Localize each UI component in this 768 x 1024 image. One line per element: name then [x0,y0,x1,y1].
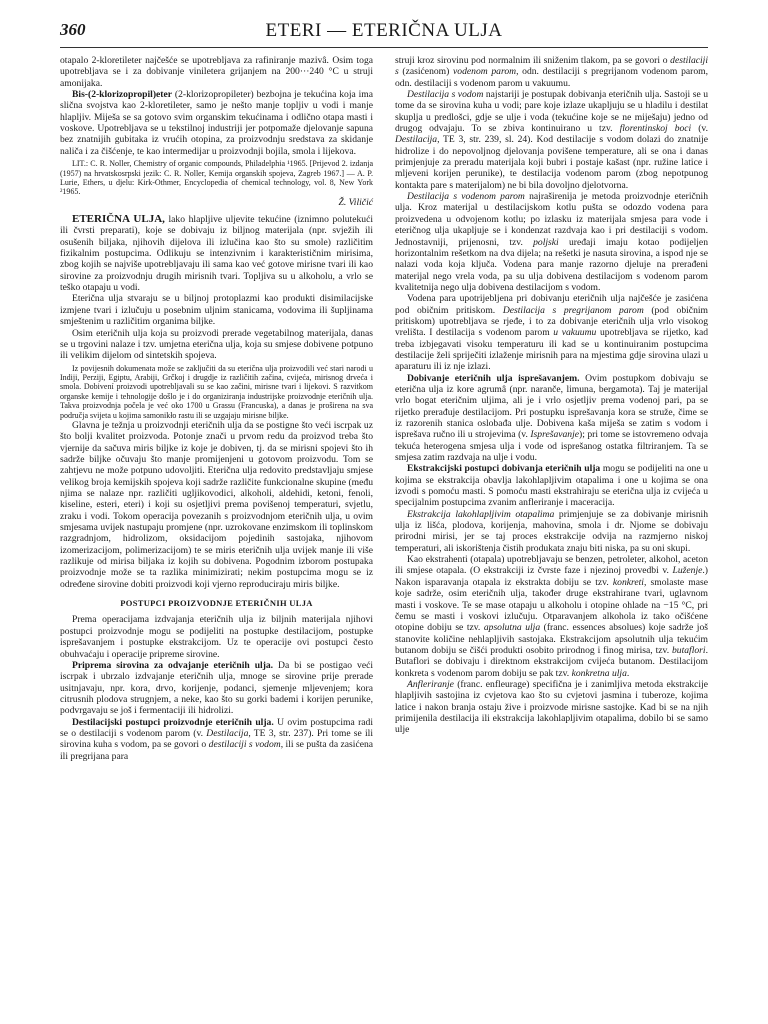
text: Kao ekstrahenti (otapala) upotrebljavaju se benzen, petroleter, alkohol, aceton ili smjese otapala. (O ekstrakciji iz čvrste faze i njezinoj provedbi v. [395,554,708,577]
text: struji kroz sirovinu pod normalnim ili sniženim tlakom, pa se govori o [395,55,671,66]
paragraph: Prema operacijama izdvajanja eteričnih ulja iz biljnih materijala njihovi postupci proizvodnje mogu se podijeliti na postupke destilacijom, postupke isprešavanjem i postupke ekstrakcijom. Uz te operacije ovi postupci često obuhvaćaju i operacije pripreme sirovine. [60,614,373,660]
paragraph-priprema [60,660,373,717]
right-column [395,55,708,736]
text: (v. [691,123,709,135]
article-heading: ETERIČNA ULJA, [72,213,165,226]
entry-heading: Bis-(2-klorizopropil)eter [72,89,173,101]
page-header [60,20,708,46]
paragraph: Osim eteričnih ulja koja su proizvodi prerade vegetabilnog materijala, danas se u trgovini nalaze i tzv. umjetna eterična ulja, koja su smjese dobivene potpuno ili velikim dijelom od sintetskih spojeva. [60,327,373,362]
left-column [60,55,373,762]
term: apsolutna ulja [483,622,541,634]
paragraph-isprešavanje [395,373,708,464]
running-title: ETERI — ETERIČNA ULJA [265,20,503,41]
article-text: lako hlapljive uljevite tekućine (iznimno polutekući ili čvrsti preparati), koje se dobivaju iz biljnog materijala (npr. svježih ili osušenih biljaka, njihovih dijelova ili izlučina kao što su smole) različitim fizikalnim postupcima. Odlikuju se intenzivnim i karakterističnim mirisima, zbog kojih se najviše upotrebljavaju ili sama kao već gotove mirisne tvari ili kao sirovine za proizvodnju drugih mirisnih tvari. Topljiva su u alkoholu, a vrlo se teško otapaju u vodi. [60,214,373,294]
paragraph-vodena-para [395,293,708,372]
entry-text: (2-klorizopropileter) bezbojna je tekućina koja ima slična svojstva kao 2-kloretileter, samo je nešto manje topljiv u vodi i manje hlapljiv. Miješa se sa gotovo svim organskim tekućinama i odlično otapa masti i voskove. Upotrebljava se u tekstilnoj industriji jer potpomaže djelovanje sapuna bez znatnijih gubitaka iz vrućih otopina, za proizvodnju sredstava za skidanje naliča i za čišćenje, te kao intermedijar u proizvodnji bojila, smola i lijekova. [60,89,373,157]
text: (franc. essences absolues) koje sadrže još stanovite količine nehlapljivih sastojaka. Ekstrakcijom apsolutnih ulja tekućim butanom dobiju se čišći produkti osobito prirodnog i finog mirisa, tzv. [395,622,708,656]
term: Destilacija s pregrijanom parom [502,304,644,316]
text: , TE 3, str. 239, sl. 24). Kod destilacije s vodom dolazi do znatnije hidrolize i do nepovoljnog djelovanja povišene temperature, ali se ona i danas primjenjuje za preradu materijala koji bubri i postaje kašast (npr. ružine latice i mljeveni korijen perunike), te destilacija vodenom parom (zbog nepotpunog kontakta pare s materijalom) ne bi bila dovoljno djelotvorna. [395,134,708,191]
text: , odn. destilaciji s pregrijanom vodenom parom, odn. destilaciji s vodenom parom u vakuumu. [395,66,708,89]
term: poljski [533,236,559,248]
term: Destilacija s vodenom parom [407,191,525,203]
paragraph-anfleriranje [395,679,708,736]
text: , ili se pušta da zasićena ili pregrijana para [60,739,374,762]
paragraph-ekstrakcija-otapalima [395,509,708,554]
subsection-heading: Ekstrakcijski postupci dobivanja eteričnih ulja [407,463,601,475]
text: najraširenija je metoda proizvodnje eteričnih ulja. Kroz materijal u destilacijskom kotlu pušta se odozdo vodena para proizvedena u odvojenom kotlu; po izlasku iz materijala smjesa para vode i eteričnog ulja ukapljuje se i kondenzat razdvaja kao i pri destilaciji s vodom. Jednostavniji, prijenosni, tzv. [395,191,709,248]
text: , TE 3, str. 237). Pri tome se ili sirovina kuha s vodom, pa se govori o [60,727,373,751]
text: (franc. enfleurage) specifična je i zanimljiva metoda ekstrakcije hlapljivih sastojina iz cvjetova kao što su cvjetovi jasmina i tuberoze, kojima latice i nakon branja ostaju žive i proizvode mirisne sastojke. Kad bi se na njih primijenila destilacija ili ekstrakcija lakohlapljivim otapalima, dobilo bi se samo ulje [395,678,708,736]
paragraph: Eterična ulja stvaraju se u biljnoj protoplazmi kao produkti disimilacijske izmjene tvari i izlučuju u posebnim uljnim stanicama, vodovima ili šupljinama smještenim u različitim organima biljke. [60,293,373,328]
term: vodenom parom [453,66,517,78]
literature-note: LIT.: C. R. Noller, Chemistry of organic compounds, Philadelphia ¹1965. [Prijevod 2. izdanja (1957) na hrvatskosrpski jezik: C. R. Noller, Kemija organskih spojeva, Zagreb 1967.] — A. P. Lurie, Ethers, u djelu: Kirk-Othmer, Encyclopedia of chemical technology, vol. 8, New York ²1965. [60,159,373,197]
text: uređaji imaju kotao podijeljen horizontalnim rešetkom na dva dijela; na rešetki je nasuta sirovina, a ispod nje se nalazi voda koja ključa. Vodena para manje razorno djeluje na prerađeni materijal nego vrela voda, pa su ulja dobivena destilacijom s vodenom parom kvalitetnija nego ulja dobivena destilacijom s vodom. [395,236,708,293]
paragraph-destilacija-vodenom-parom [395,191,708,293]
subsection-heading: Destilacijski postupci proizvodnje eteričnih ulja. [72,716,274,728]
text: , smolaste mase koje sadrže, osim eteričnih ulja, također druge ekstrahirane tvari, uglavnom masti i voskove. Te se mase otapaju u alkoholu i otopine ohlade na −15 °C, pri čemu se masti i voskovi izlučuju. Otparavanjem alkohola iz tako očišćene otopine dobiju se tzv. [395,576,708,634]
paragraph-continuation [395,55,708,89]
text: (zasićenom) [398,66,454,78]
term: destilaciji s [395,55,708,78]
term: florentinskoj boci [619,123,692,135]
cross-reference: Isprešavanje [530,429,580,441]
subsection-text: Da bi se postigao veći iscrpak i ubrzalo izdvajanje eteričnih ulja, mnoge se sirovine prije prerade usitnjavaju, npr. kora, drvo, korijenje, podanci, sjemenje mljevenjem; kora citrusnih plodova strugnjem, a neke, kao što su gorki bademi i korijen perunike, podvrgavaju se još i fermentaciji ili hidrolizi. [60,659,373,717]
paragraph-destilacija-s-vodom [395,89,708,191]
text: (pod običnim pritiskom) upotrebljava se rjeđe, i to za dobivanje eteričnih ulja vrlo visokog vrelišta. I destilacija s vodenom parom [395,304,708,339]
subsection-heading: Priprema sirovina za odvajanje eteričnih ulja. [72,659,274,671]
paragraph: Glavna je težnja u proizvodnji eteričnih ulja da se postigne što veći iscrpak uz što bolji kvalitet proizvoda. Potonje znači u prvom redu da proizvod treba što vjernije da sačuva miris biljke iz koje je dobiven, tj. da se mirisni spojevi što ih sadrže biljke očuvaju što manje promijenjeni u gotovom proizvodu. Tom se zahtjevu ne može potpuno udovoljiti. Eterična ulja redovito predstavljaju smjese velikog broja kemijskih spojeva koji sadrže različite funkcionalne skupine (među njima se nalaze npr. različiti ugljikovodici, alkoholi, aldehidi, ketoni, fenoli, kiseline, esteri, eteri) i koji su osjetljivi prema povišenoj temperaturi, svjetlu, zraku i vodi. Tokom operacija povezanih s proizvodnjom eteričnih ulja, u ovim smjesama uvijek nastupaju promjene (npr. uzrokovane enzimskom ili toplinskom razgradnjom, hidrolizom, oksidacijom pojedinih sastojaka, njihovom izomerizacijom, polimerizacijom) te se miris eteričnih ulja uvijek manje ili više razlikuje od mirisa biljaka iz kojih su dobivena. Pogodnim izborom postupaka proizvodnje može se ta razlika minimizirati; nekim postupcima mogu se iz određene sirovine dobiti proizvodi koji vjerno reproduciraju miris biljke. [60,419,373,590]
term: Ekstrakcija lakohlapljivim otapalima [407,508,555,520]
cross-reference: Destilacija [206,727,249,739]
text: upotrebljava se rijetko, kad treba izbjegavati visoku temperaturu ili kad se u kontinuiranim postupcima destilacije želi spriječiti izlaženje mirisnih para na mjestima gdje sirovina ulazi u aparaturu ili iz nje izlazi. [395,327,708,373]
text: . [626,667,630,679]
text: primjenjuje se za dobivanje mirisnih ulja iz lišća, plodova, korijenja, mahovina, smola i dr. Njome se dobivaju prirodni mirisi, jer se taj proces ekstrakcije odvija na razmjerno niskoj temperaturi, ali iskorištenja čistih produkata znaju biti niska, pa su oni skupi. [395,508,708,554]
cross-reference: Destilacija [395,134,438,146]
paragraph-ekstrakcija [395,463,708,508]
text: . Butaflori se dobivaju i direktnom ekstrakcijom cvijeća butanom. Destilacijom konkreta s vodenom parom dobiju se pak tzv. [395,644,708,679]
paragraph-ekstrahenti [395,554,708,679]
header-rule [60,47,708,48]
paragraph-destilacija [60,717,373,762]
subsection-heading: Dobivanje eteričnih ulja isprešavanjem. [407,372,580,384]
term: konkreti [612,576,644,588]
text: U ovim postupcima radi se o destilaciji s vodenom parom (v. [60,716,373,739]
page-number: 360 [60,20,86,39]
term: Anfleriranje [407,678,454,690]
term: u vakuumu [553,327,597,339]
paragraph-bis-ether [60,89,373,157]
history-note: Iz povijesnih dokumenata može se zaključiti da su eterična ulja proizvodili već stari narodi u Indiji, Perziji, Egiptu, Arabiji, Grčkoj i drugdje iz različitih začina, cvijeća, mirisnog drveća i smola. Dobivení proizvodi upotrebljavali su se kao začini, mirisne tvari i lijekovi. S razvitkom organske kemije i tehnologije došlo je i do organiziranja industrijske proizvodnje eteričnih ulja. Takva proizvodnja počela je već oko 1700 u Grassu (Francuska), a danas je proširena na sva područja svijeta u kojima samonikło rastu ili se uzgajaju mirisne biljke. [60,363,373,420]
paragraph-eterična-ulja [60,214,373,293]
term: Destilacija s vodom [407,89,484,101]
text: Ovim postupkom dobivaju se eterična ulja iz kore agrumâ (npr. naranče, limuna, bergamota). Taj je materijal vrlo bogat eteričnim uljima, ali je i vrlo osjetljiv prema vodenoj pari, pa se rijetko prerađuje destilacijom. Pri postupku isprešavanja kora se struže, čime se iz razorenih stanica oslobađa ulje. Dobivena kaša miješa se zatim s vodom i isprešava ručno ili u strojevima (v. [395,372,708,441]
text: Vodena para upotrijebljena pri dobivanju eteričnih ulja najčešće je zasićena pod običnim pritiskom. [395,293,708,316]
term: butaflori [672,644,706,656]
term: konkretna ulja [571,667,627,679]
section-title: POSTUPCI PROIZVODNJE ETERIČNIH ULJA [120,598,313,609]
text: najstariji je postupak dobivanja eteričnih ulja. Sastoji se u tome da se sirovina kuha u vodi; pare koje izlaze ukapljuju se u hladilu i destilat skuplja u predlošci, gdje se ulje i voda (tekućine koje se ne miješaju) jedno od drugog odvajaju. To se zbiva kontinuirano u tzv. [395,89,708,135]
cross-reference: Luženje [672,565,703,577]
text: .) Nakon isparavanja otapala iz ekstrakta dobiju se tzv. [395,565,708,588]
term: destilaciji s vodom [208,739,281,751]
paragraph: otapalo 2-kloretileter najčešće se upotrebljava za rafiniranje mazivâ. Osim toga upotrebljava se i za dobivanje viniletera grijanjem na 200···240 °C u struji amonijaka. [60,55,373,89]
author-signature: Ž. Viličić [338,196,373,208]
text: mogu se podijeliti na one u kojima se ekstrakcija obavlja lakohlapljivim otapalima i one u kojima se ona izvodi s pomoću masti. S pomoću masti ekstrahiraju se eterična ulja iz cvijeća u specijalnim postupcima zvanim anfleriranje i maceracija. [395,463,708,509]
text: ); pri tome se istovremeno odvaja tekuća heterogena smjesa ulja i vode od isprešanog ostatka filtriranjem. Ta se smjesa zatim razdvaja na ulje i vodu. [395,429,708,464]
